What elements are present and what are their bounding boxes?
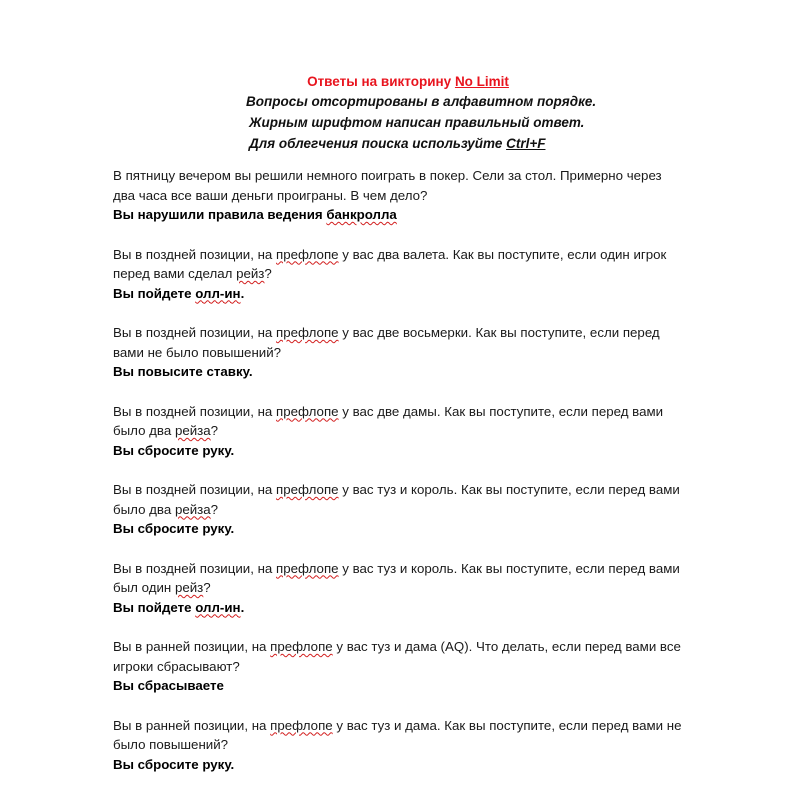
question-line — [113, 402, 753, 422]
text: . — [241, 600, 245, 615]
title-prefix: Ответы на викторину — [307, 74, 455, 89]
text: Вы пойдете — [113, 286, 195, 301]
question-line — [113, 559, 753, 579]
spellcheck-word: рейз — [175, 580, 203, 595]
question-line — [113, 578, 753, 598]
question-line — [113, 323, 753, 343]
qa-item — [113, 637, 753, 716]
qa-item — [113, 716, 753, 794]
answer-word-bankroll: банкролла — [326, 207, 397, 222]
answer: Вы сбросите руку. — [113, 519, 753, 539]
spellcheck-word: олл-ин — [195, 286, 240, 301]
text: у вас туз и дама. Как вы поступите, если перед вами не — [333, 718, 682, 733]
spellcheck-word: префлопе — [270, 639, 333, 654]
question-line — [113, 245, 753, 265]
text: ? — [211, 502, 218, 517]
text: Вы в ранней позиции, на — [113, 639, 270, 654]
spellcheck-word: рейза — [175, 502, 211, 517]
spellcheck-word: префлопе — [270, 718, 333, 733]
text: Вы в поздней позиции, на — [113, 561, 276, 576]
answer: Вы сбросите руку. — [113, 441, 753, 461]
qa-item — [113, 402, 753, 481]
document-header — [0, 72, 790, 154]
subtitle-search-hint — [0, 133, 790, 154]
question-line — [113, 480, 753, 500]
question-line — [113, 421, 753, 441]
text: у вас туз и король. Как вы поступите, если перед вами — [339, 482, 680, 497]
text: . — [241, 286, 245, 301]
spellcheck-word: префлопе — [276, 247, 339, 262]
answer — [113, 284, 753, 304]
subtitle-bold-answer: Жирным шрифтом написан правильный ответ. — [0, 112, 790, 133]
subtitle-sorted: Вопросы отсортированы в алфавитном порядке. — [0, 91, 790, 112]
question-line — [113, 500, 753, 520]
text: Вы в поздней позиции, на — [113, 247, 276, 262]
text: Вы в ранней позиции, на — [113, 718, 270, 733]
question-line — [113, 264, 753, 284]
question-line — [113, 716, 753, 736]
question-line: вами не было повышений? — [113, 343, 753, 363]
answer: Вы сбрасываете — [113, 676, 753, 696]
spellcheck-word: рейза — [175, 423, 211, 438]
answer: Вы сбросите руку. — [113, 755, 753, 775]
qa-list — [113, 166, 753, 794]
answer: Вы нарушили правила ведения банкролла — [113, 205, 753, 225]
qa-item — [113, 559, 753, 638]
text: у вас две восьмерки. Как вы поступите, если перед — [339, 325, 660, 340]
qa-item — [113, 480, 753, 559]
spellcheck-word: рейз — [236, 266, 264, 281]
spellcheck-word: олл-ин — [195, 600, 240, 615]
text: у вас туз и король. Как вы поступите, если перед вами — [339, 561, 680, 576]
text: ? — [211, 423, 218, 438]
question-line: игроки сбрасывают? — [113, 657, 753, 677]
text: перед вами сделал — [113, 266, 236, 281]
text: Вы в поздней позиции, на — [113, 482, 276, 497]
text: Вы в поздней позиции, на — [113, 404, 276, 419]
text: ? — [264, 266, 271, 281]
text: ? — [203, 580, 210, 595]
text: Вы в поздней позиции, на — [113, 325, 276, 340]
question-line: два часа все ваши деньги проиграны. В чем дело? — [113, 186, 753, 206]
text: у вас туз и дама (AQ). Что делать, если перед вами все — [333, 639, 681, 654]
spellcheck-word: префлопе — [276, 561, 339, 576]
answer — [113, 598, 753, 618]
spellcheck-word: префлопе — [276, 325, 339, 340]
spellcheck-word: префлопе — [276, 404, 339, 419]
subtitle-search-text: Для облегчения поиска используйте — [249, 136, 506, 151]
question-line — [113, 637, 753, 657]
shortcut-ctrl-f: Ctrl+F — [506, 136, 545, 151]
title-brand: No Limit — [455, 74, 509, 89]
qa-item — [113, 245, 753, 324]
spellcheck-word: префлопе — [276, 482, 339, 497]
qa-item — [113, 323, 753, 402]
text: был один — [113, 580, 175, 595]
question-line: В пятницу вечером вы решили немного поиграть в покер. Сели за стол. Примерно через — [113, 166, 753, 186]
text: было два — [113, 423, 175, 438]
text: Вы пойдете — [113, 600, 195, 615]
page-title — [0, 72, 790, 91]
text: было два — [113, 502, 175, 517]
text: у вас два валета. Как вы поступите, если один игрок — [339, 247, 667, 262]
question-line: было повышений? — [113, 735, 753, 755]
text: у вас две дамы. Как вы поступите, если перед вами — [339, 404, 664, 419]
qa-item — [113, 166, 753, 245]
answer: Вы повысите ставку. — [113, 362, 753, 382]
